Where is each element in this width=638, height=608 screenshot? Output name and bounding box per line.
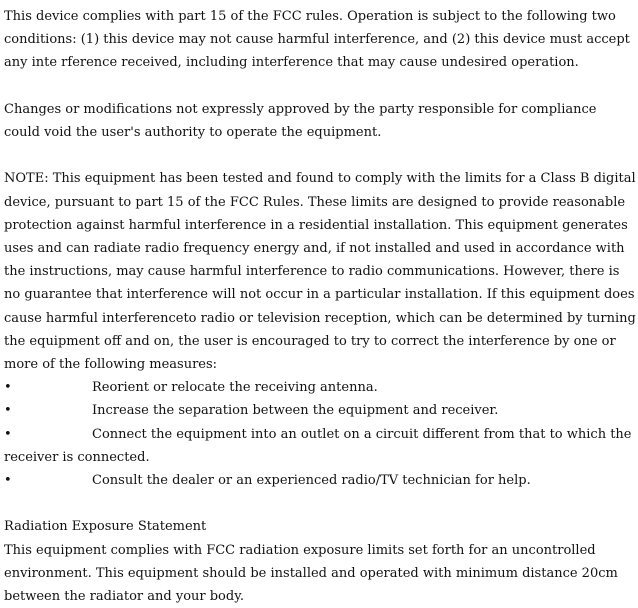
fcc-statement-document <box>4 5 636 608</box>
measure-list-item <box>4 399 636 422</box>
measure-text: Connect the equipment into an outlet on a circuit different from that to which the receiver is connected. <box>4 426 632 465</box>
paragraph-spacer <box>4 144 636 167</box>
measure-text: Increase the separation between the equipment and receiver. <box>92 403 499 419</box>
modifications-paragraph: Changes or modifications not expressly approved by the party responsible for compliance could void the user's authority to operate the equipment. <box>4 101 597 140</box>
measure-list-item <box>4 423 636 469</box>
note-paragraph: NOTE: This equipment has been tested and found to comply with the limits for a Class B digital device, pursuant to part 15 of the FCC Rules. These limits are designed to provide reasonable protection against harmful interference in a residential installation. This equipment generates uses and can radiate radio frequency energy and, if not installed and used in accordance with the instructions, may cause harmful interference to radio communications. However, there is no guarantee that interference will not occur in a particular installation. If this equipment does cause harmful interferenceto radio or television reception, which can be determined by turning the equipment off and on, the user is encouraged to try to correct the interference by one or more of the following measures: <box>4 171 636 373</box>
fcc-part15-paragraph: This device complies with part 15 of the FCC rules. Operation is subject to the following two conditions: (1) this device may not cause harmful interference, and (2) this device must accept any inte rference received, including interference that may cause undesired operation. <box>4 9 630 71</box>
bullet-icon: • <box>4 380 12 396</box>
measure-list-item <box>4 469 636 492</box>
measure-text: Consult the dealer or an experienced radio/TV technician for help. <box>92 473 531 489</box>
radiation-heading: Radiation Exposure Statement <box>4 519 207 535</box>
measure-text: Reorient or relocate the receiving antenna. <box>92 380 378 396</box>
bullet-icon: • <box>4 426 12 442</box>
radiation-paragraph: This equipment complies with FCC radiation exposure limits set forth for an uncontrolled environment. This equipment should be installed and operated with minimum distance 20cm between the radiator and your body. <box>4 542 618 605</box>
paragraph-spacer <box>4 75 636 98</box>
bullet-icon: • <box>4 403 12 419</box>
paragraph-spacer <box>4 492 636 515</box>
bullet-icon: • <box>4 473 12 489</box>
measure-list-item <box>4 376 636 399</box>
